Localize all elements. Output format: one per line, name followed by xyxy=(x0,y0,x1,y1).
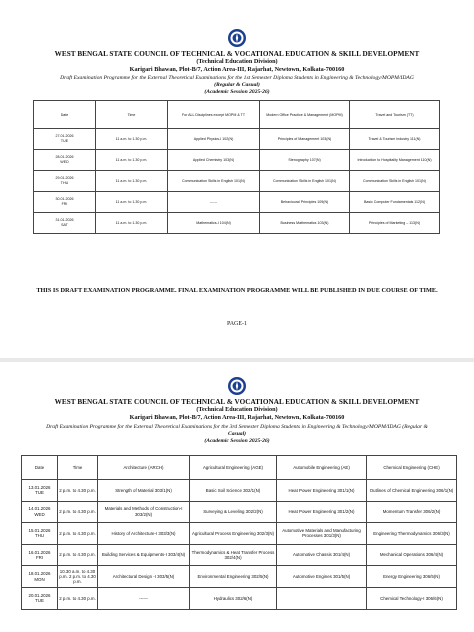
column-header: Agricultural Engineering (AGE) xyxy=(190,456,277,480)
subject-cell: Communication Skills in English 101(N) xyxy=(260,171,350,192)
subject-cell: ------ xyxy=(98,587,190,609)
time-cell: 11 a.m. to 1.30 p.m. xyxy=(96,171,168,192)
subject-cell: Building Services & Equipments-I 303/4(N) xyxy=(98,544,190,566)
time-cell: 2 p.m. to 4.30 p.m. xyxy=(58,480,98,502)
subject-cell: Momentum Transfer 306/2(N) xyxy=(367,501,457,523)
page-number: PAGE-1 xyxy=(226,321,248,327)
subject-cell: Applied Chemistry 103(N) xyxy=(168,150,260,171)
draft-notice: THIS IS DRAFT EXAMINATION PROGRAMME. FINAL EXAMINATION PROGRAMME WILL BE PUBLISHED IN DUE COURSE OF TIME. xyxy=(36,287,438,294)
column-header: For ALL Disciplines except MOPM & TT xyxy=(168,101,260,129)
table-row xyxy=(22,523,457,545)
column-header: Time xyxy=(96,101,168,129)
subject-cell: Energy Engineering 306/5(N) xyxy=(367,566,457,588)
subject-cell: Introduction to Hospitality Management 110(N) xyxy=(350,150,440,171)
subject-cell: Communication Skills in English 101(N) xyxy=(350,171,440,192)
division-name: (Technical Education Division) xyxy=(196,406,278,413)
table-row xyxy=(22,480,457,502)
document-page-2 xyxy=(0,362,474,632)
council-logo-icon xyxy=(227,28,247,48)
table-row xyxy=(34,213,440,234)
regular-casual-label: Casual) xyxy=(227,431,247,437)
date-cell: 13.01.2026 TUE xyxy=(22,480,58,502)
subject-cell: Automotive Chassis 301/4(N) xyxy=(277,544,367,566)
subject-cell: Basic Soil Science 302/1(N) xyxy=(190,480,277,502)
programme-title: Draft Examination Programme for the External Theoretical Examinations for the 1st Semester Diploma Students in Engineering & Technology/MOPM/IDAG xyxy=(60,75,414,81)
subject-cell: Heat Power Engineering 301/1(N) xyxy=(277,480,367,502)
column-header: Automobile Engineering (AE) xyxy=(277,456,367,480)
column-header: Date xyxy=(34,101,96,129)
academic-session: (Academic Session 2025-26) xyxy=(204,89,270,95)
table-row xyxy=(22,587,457,609)
table-row xyxy=(34,192,440,213)
subject-cell: Strength of Material 303/1(N) xyxy=(98,480,190,502)
column-header: Travel and Tourism (TT) xyxy=(350,101,440,129)
council-address: Karigari Bhawan, Plot-B/7, Action Area-III, Rajarhat, Newtown, Kolkata-700160 xyxy=(129,414,345,421)
subject-cell: Business Mathematics 103(N) xyxy=(260,213,350,234)
time-cell: 11 a.m. to 1.30 p.m. xyxy=(96,213,168,234)
subject-cell: Automotive Engines 301/5(N) xyxy=(277,566,367,588)
subject-cell: Travel & Tourism Industry 111(N) xyxy=(350,129,440,150)
table-row xyxy=(34,171,440,192)
subject-cell: Communication Skills in English 101(N) xyxy=(168,171,260,192)
subject-cell: Principles of Management 103(N) xyxy=(260,129,350,150)
subject-cell: Basic Computer Fundamentals 112(N) xyxy=(350,192,440,213)
date-cell: 29.01.2026 THU xyxy=(34,171,96,192)
division-name: (Technical Education Division) xyxy=(196,58,278,65)
table-row xyxy=(34,150,440,171)
subject-cell: ------ xyxy=(168,192,260,213)
subject-cell: Chemical Technology-I 306/6(N) xyxy=(367,587,457,609)
column-header: Modern Office Practice & Management (MOPM) xyxy=(260,101,350,129)
council-name: WEST BENGAL STATE COUNCIL OF TECHNICAL & VOCATIONAL EDUCATION & SKILL DEVELOPMENT xyxy=(54,398,420,406)
table-header-row xyxy=(22,456,457,480)
column-header: Time xyxy=(58,456,98,480)
table-row xyxy=(22,566,457,588)
time-cell: 11 a.m. to 1.30 p.m. xyxy=(96,192,168,213)
subject-cell: Environmental Engineering 302/5(N) xyxy=(190,566,277,588)
time-cell: 11 a.m. to 1.30 p.m. xyxy=(96,129,168,150)
date-cell: 16.01.2026 FRI xyxy=(22,544,58,566)
subject-cell: Behavioural Principles 109(N) xyxy=(260,192,350,213)
column-header: Chemical Engineering (CHE) xyxy=(367,456,457,480)
academic-session: (Academic Session 2025-26) xyxy=(204,438,270,444)
column-header: Architecture (ARCH) xyxy=(98,456,190,480)
column-header: Date xyxy=(22,456,58,480)
exam-schedule-table-3rd-semester xyxy=(21,455,457,610)
subject-cell: Surveying & Leveling 302/2(N) xyxy=(190,501,277,523)
date-cell: 20.01.2026 TUE xyxy=(22,587,58,609)
subject-cell: Engineering Thermodynamics 306/3(N) xyxy=(367,523,457,545)
time-cell: 10.30 a.m. to 4.30 p.m. 2 p.m. to 4.30 p.m. xyxy=(58,566,98,588)
date-cell: 27.01.2026 TUE xyxy=(34,129,96,150)
subject-cell: History of Architecture-I 303/3(N) xyxy=(98,523,190,545)
time-cell: 11 a.m. to 1.30 p.m. xyxy=(96,150,168,171)
date-cell: 14.01.2026 WED xyxy=(22,501,58,523)
date-cell: 30.01.2026 FRI xyxy=(34,192,96,213)
regular-casual-label: (Regular & Casual) xyxy=(214,82,260,88)
subject-cell: Mechanical Operations 306/4(N) xyxy=(367,544,457,566)
table-row xyxy=(22,544,457,566)
subject-cell: Architectural Design -I 303/5(N) xyxy=(98,566,190,588)
council-logo-icon xyxy=(227,376,247,396)
subject-cell: Automotive Materials and Manufacturing Processes 301/3(N) xyxy=(277,523,367,545)
time-cell: 2 p.m. to 4.30 p.m. xyxy=(58,587,98,609)
table-row xyxy=(34,129,440,150)
subject-cell: Outlines of Chemical Engineering 306/1(N) xyxy=(367,480,457,502)
time-cell: 2 p.m. to 4.30 p.m. xyxy=(58,544,98,566)
subject-cell: Agricultural Process Engineering 302/3(N) xyxy=(190,523,277,545)
subject-cell: Thermodynamics & Heat Transfer Process 302/4(N) xyxy=(190,544,277,566)
time-cell: 2 p.m. to 4.30 p.m. xyxy=(58,501,98,523)
date-cell: 15.01.2026 THU xyxy=(22,523,58,545)
council-name: WEST BENGAL STATE COUNCIL OF TECHNICAL & VOCATIONAL EDUCATION & SKILL DEVELOPMENT xyxy=(54,50,420,58)
date-cell: 18.01.2026 MON xyxy=(22,566,58,588)
subject-cell: Stenography 107(N) xyxy=(260,150,350,171)
subject-cell: Hydraulics 302/6(N) xyxy=(190,587,277,609)
date-cell: 28.01.2026 WED xyxy=(34,150,96,171)
subject-cell: Mathematics-I 104(N) xyxy=(168,213,260,234)
table-header-row xyxy=(34,101,440,129)
subject-cell: Materials and Methods of Construction-I 303/2(N) xyxy=(98,501,190,523)
subject-cell xyxy=(277,587,367,609)
subject-cell: Applied Physics-I 102(N) xyxy=(168,129,260,150)
council-address: Karigari Bhawan, Plot-B/7, Action Area-III, Rajarhat, Newtown, Kolkata-700160 xyxy=(129,66,345,73)
table-row xyxy=(22,501,457,523)
time-cell: 2 p.m. to 4.30 p.m. xyxy=(58,523,98,545)
date-cell: 31.01.2026 SAT xyxy=(34,213,96,234)
subject-cell: Principles of Marketing – 113(N) xyxy=(350,213,440,234)
programme-title: Draft Examination Programme for the External Theoretical Examinations for the 3rd Semester Diploma Students in Engineering & Technology/MOPM/IDAG (Regular & xyxy=(46,424,428,430)
exam-schedule-table-1st-semester xyxy=(33,100,440,234)
subject-cell: Heat Power Engineering 301/2(N) xyxy=(277,501,367,523)
